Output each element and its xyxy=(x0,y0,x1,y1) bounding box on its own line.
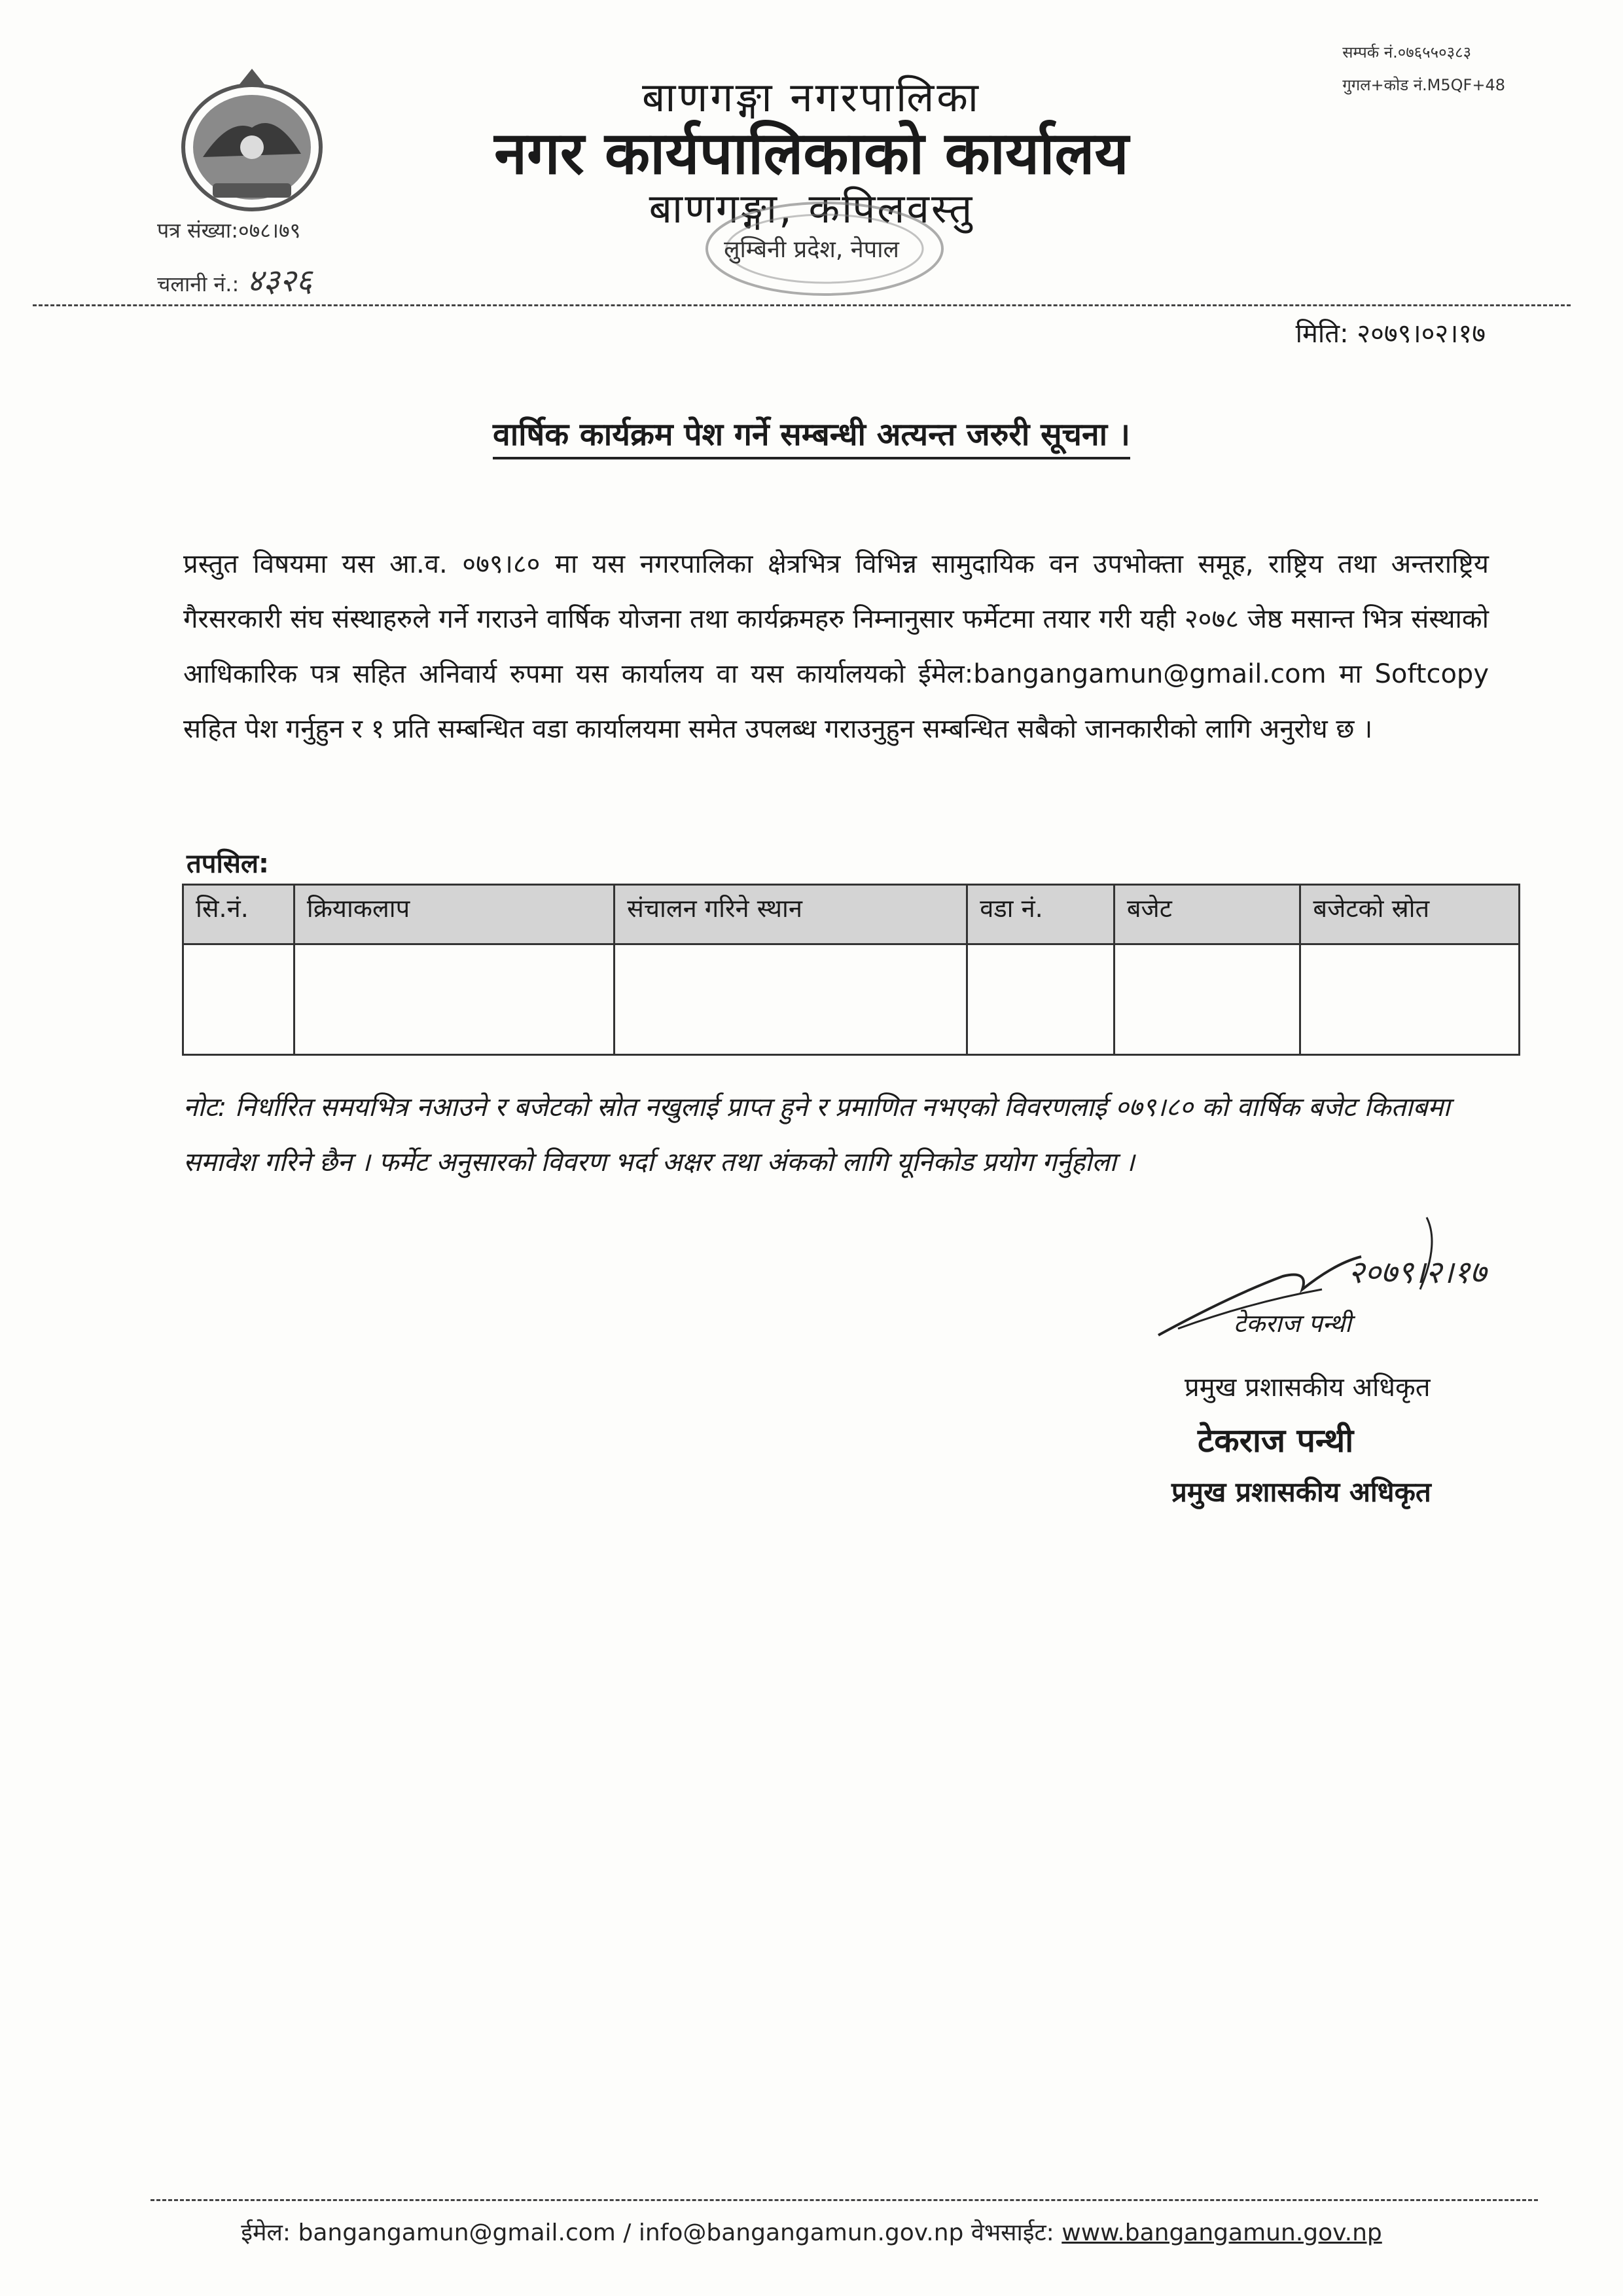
body-paragraph: प्रस्तुत विषयमा यस आ.व. ०७९।८० मा यस नगरपालिका क्षेत्रभित्र विभिन्न सामुदायिक वन उपभोक्ता समूह, राष्ट्रिय तथा अन्तराष्ट्रिय गैरसरकारी संघ संस्थाहरुले गर्ने गराउने वार्षिक योजना तथा कार्यक्रमहरु निम्नानुसार फर्मेटमा तयार गरी यही २०७८ जेष्ठ मसान्त भित्र संस्थाको आधिकारिक पत्र सहित अनिवार्य रुपमा यस कार्यालय वा यस कार्यालयको ईमेल:bangangamun@gmail.com मा Softcopy सहित पेश गर्नुहुन र १ प्रति सम्बन्धित वडा कार्यालयमा समेत उपलब्ध गराउनुहुन सम्बन्धित सबैको जानकारीको लागि अनुरोध छ । xyxy=(183,549,1489,744)
contact-google-code: गुगल+कोड नं.M5QF+48 xyxy=(1342,76,1505,94)
footer-website-label: वेभसाईट: xyxy=(971,2219,1054,2246)
activity-format-table xyxy=(182,884,1520,1056)
header-location: संचालन गरिने स्थान xyxy=(615,885,967,944)
dispatch-number-handwritten: ४३२६ xyxy=(247,262,313,299)
header-budget-source: बजेटको स्रोत xyxy=(1300,885,1520,944)
signature-icon xyxy=(1152,1198,1571,1355)
handwritten-signatory-name: टेकराज पन्थी xyxy=(1234,1309,1351,1338)
signatory-designation: प्रमुख प्रशासकीय अधिकृत xyxy=(1185,1372,1431,1403)
note-paragraph: नोट: निर्धारित समयभित्र नआउने र बजेटको स्रोत नखुलाई प्राप्त हुने र प्रमाणित नभएको विवरणलाई ०७९।८० को वार्षिक बजेट किताबमा समावेश गरिने छैन । फर्मेट अनुसारको विवरण भर्दा अक्षर तथा अंकको लागि यूनिकोड प्रयोग गर्नुहोला । xyxy=(183,1092,1450,1177)
table-header-row xyxy=(183,885,1520,944)
subject-text: वार्षिक कार्यक्रम पेश गर्ने सम्बन्धी अत्यन्त जरुरी सूचना । xyxy=(493,416,1130,459)
table-row xyxy=(183,944,1520,1055)
handwritten-date: २०७९।२।१७ xyxy=(1348,1254,1487,1291)
dispatch-label: चलानी नं.: xyxy=(157,272,240,296)
header-activity: क्रियाकलाप xyxy=(294,885,614,944)
table-cell xyxy=(294,944,614,1055)
signatory-designation-stamp: प्रमुख प्रशासकीय अधिकृत xyxy=(1171,1476,1431,1508)
table-cell xyxy=(183,944,294,1055)
footer-email-label: ईमेल: xyxy=(241,2219,291,2246)
footer-emails[interactable]: bangangamun@gmail.com / info@bangangamun.gov.np xyxy=(298,2219,964,2246)
footer-divider xyxy=(151,2199,1538,2201)
header-serial-no: सि.नं. xyxy=(183,885,294,944)
office-location: बाणगङ्गा, कपिलवस्तु xyxy=(649,185,974,232)
header-divider xyxy=(33,304,1571,306)
table-cell xyxy=(1114,944,1300,1055)
table-cell xyxy=(1300,944,1520,1055)
letter-date: मिति: २०७९।०२।१७ xyxy=(1295,319,1486,349)
header-budget: बजेट xyxy=(1114,885,1300,944)
fiscal-year-label: पत्र संख्या:०७८।७९ xyxy=(157,218,301,243)
tapasil-label: तपसिल: xyxy=(187,849,270,879)
signatory-name-stamp: टेकराज पन्थी xyxy=(1198,1422,1354,1460)
table-cell xyxy=(615,944,967,1055)
subject-heading xyxy=(0,412,1623,455)
contact-phone: सम्पर्क नं.०७६५५०३८३ xyxy=(1342,43,1472,62)
footer-contact xyxy=(0,2215,1623,2248)
table-cell xyxy=(967,944,1115,1055)
header-ward-no: वडा नं. xyxy=(967,885,1115,944)
dispatch-number xyxy=(157,259,312,301)
footer-website-link[interactable]: www.bangangamun.gov.np xyxy=(1061,2219,1382,2246)
municipality-name: बाणगङ्गा नगरपालिका xyxy=(642,73,981,121)
office-title: नगर कार्यपालिकाको कार्यालय xyxy=(494,119,1129,188)
province-name: लुम्बिनी प्रदेश, नेपाल xyxy=(724,236,899,263)
